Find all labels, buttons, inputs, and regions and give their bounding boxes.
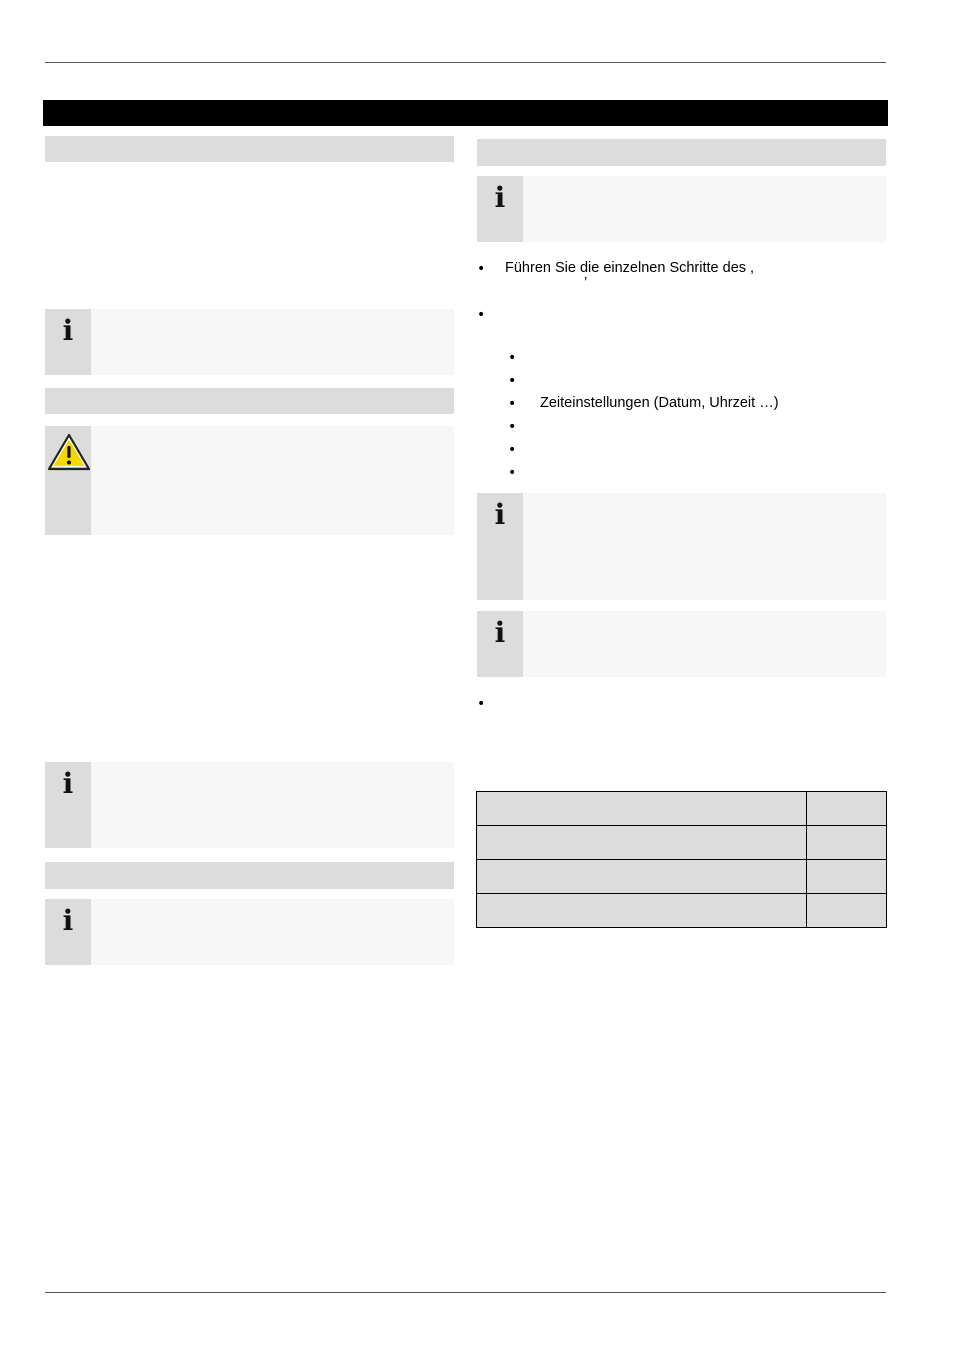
info-note-right-3 — [477, 611, 886, 677]
sub-item-3: Zeiteinstellungen (Datum, Uhrzeit …) — [540, 395, 779, 411]
info-icon: i — [494, 616, 506, 649]
warning-icon — [47, 432, 91, 472]
table-cell — [477, 894, 807, 928]
step-bullet-line-1: Führen Sie die einzelnen Schritte des , — [505, 260, 755, 276]
sub-bullet-dot: • — [508, 465, 517, 481]
sub-bullet-dot: • — [508, 442, 517, 458]
info-note-2 — [45, 762, 454, 848]
section-heading-3 — [45, 862, 454, 889]
section-heading-2 — [45, 388, 454, 414]
info-note-3 — [45, 899, 454, 965]
bottom-rule — [45, 1292, 886, 1293]
info-icon: i — [62, 767, 74, 800]
info-icon: i — [494, 181, 506, 214]
info-icon: i — [62, 904, 74, 937]
table-cell — [807, 826, 887, 860]
table-cell — [477, 792, 807, 826]
table-cell — [807, 860, 887, 894]
table-row — [477, 792, 887, 826]
bullet-dot: • — [477, 696, 486, 712]
table-row — [477, 860, 887, 894]
sub-bullet-dot: • — [508, 350, 517, 366]
table-cell — [807, 792, 887, 826]
info-note-1 — [45, 309, 454, 375]
chapter-header-bar — [43, 100, 888, 126]
table-row — [477, 894, 887, 928]
info-note-right-2 — [477, 493, 886, 600]
warning-note — [45, 426, 454, 535]
info-icon: i — [62, 314, 74, 347]
bullet-dot: • — [477, 307, 486, 323]
table-cell — [477, 860, 807, 894]
bullet-dot: • — [477, 261, 486, 277]
sub-bullet-dot: • — [508, 396, 517, 412]
info-note-right-1 — [477, 176, 886, 242]
sub-bullet-dot: • — [508, 419, 517, 435]
section-heading-1 — [45, 136, 454, 162]
table-row — [477, 826, 887, 860]
top-rule — [45, 62, 886, 63]
step-bullet-line-2: ’ — [584, 275, 588, 291]
data-table — [476, 791, 887, 928]
sub-bullet-dot: • — [508, 373, 517, 389]
table-cell — [807, 894, 887, 928]
info-icon: i — [494, 498, 506, 531]
table-cell — [477, 826, 807, 860]
section-heading-right — [477, 139, 886, 166]
